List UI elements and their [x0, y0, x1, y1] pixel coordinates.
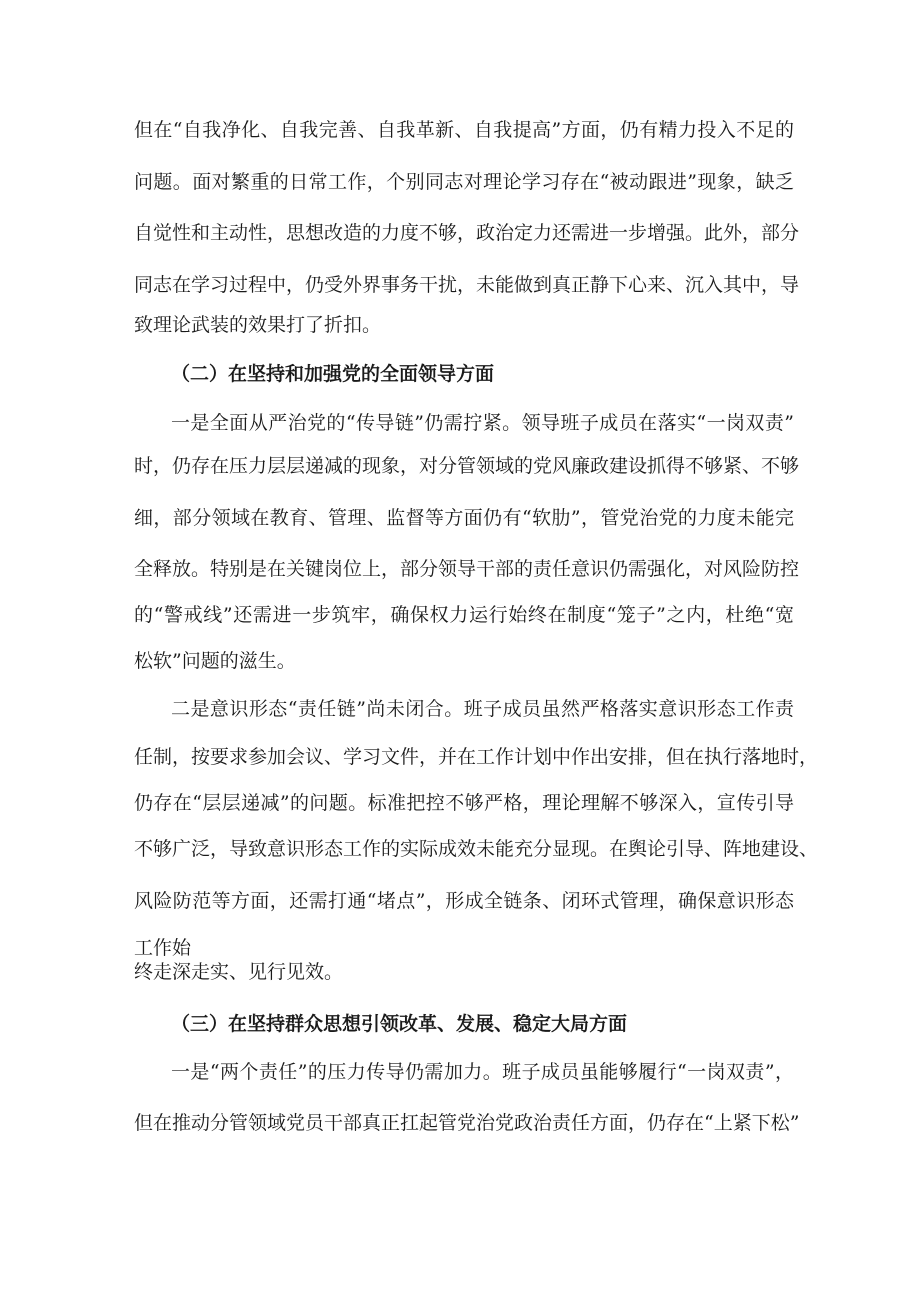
section-heading-2: （二）在坚持和加强党的全面领导方面 — [171, 363, 495, 385]
para3-line-3: 仍存在“层层递减”的问题。标准把控不够严格，理论理解不够深入，宣传引导 — [134, 792, 794, 814]
para1-line-3: 自觉性和主动性，思想改造的力度不够，政治定力还需进一步增强。此外，部分 — [134, 222, 800, 244]
para3-line-4: 不够广泛，导致意识形态工作的实际成效未能充分显现。在舆论引导、阵地建设、 — [134, 838, 819, 860]
para4-line-2: 但在推动分管领域党员干部真正扛起管党治党政治责任方面，仍存在“上紧下松” — [134, 1112, 800, 1134]
para2-line-6: 松软”问题的滋生。 — [134, 650, 296, 672]
para1-line-5: 致理论武装的效果打了折扣。 — [134, 314, 382, 336]
para1-line-4: 同志在学习过程中，仍受外界事务干扰，未能做到真正静下心来、沉入其中，导 — [134, 274, 800, 296]
para1-line-1: 但在“自我净化、自我完善、自我革新、自我提高”方面，仍有精力投入不足的 — [134, 119, 794, 141]
para3-line-1: 二是意识形态“责任链”尚未闭合。班子成员虽然严格落实意识形态工作责 — [171, 698, 794, 720]
para2-line-2: 时，仍存在压力层层递减的现象，对分管领域的党风廉政建设抓得不够紧、不够 — [134, 455, 800, 477]
section-heading-3: （三）在坚持群众思想引领改革、发展、稳定大局方面 — [171, 1013, 628, 1035]
para2-line-1: 一是全面从严治党的“传导链”仍需拧紧。领导班子成员在落实“一岗双责” — [171, 412, 794, 434]
para2-line-5: 的“警戒线”还需进一步筑牢，确保权力运行始终在制度“笼子”之内，杜绝“宽 — [134, 604, 794, 626]
para2-line-3: 细，部分领域在教育、管理、监督等方面仍有“软肋”，管党治党的力度未能完 — [134, 507, 794, 529]
para2-line-4: 全释放。特别是在关键岗位上，部分领导干部的责任意识仍需强化，对风险防控 — [134, 558, 800, 580]
para3-line-5: 风险防范等方面，还需打通“堵点”，形成全链条、闭环式管理，确保意识形态 — [134, 890, 794, 912]
para3-line-2: 任制，按要求参加会议、学习文件，并在工作计划中作出安排，但在执行落地时， — [134, 746, 819, 768]
para3-line-7: 终走深走实、见行见效。 — [134, 961, 344, 983]
para3-line-6: 工作始 — [134, 937, 192, 959]
para1-line-2: 问题。面对繁重的日常工作，个别同志对理论学习存在“被动跟进”现象，缺乏 — [134, 171, 794, 193]
para4-line-1: 一是“两个责任”的压力传导仍需加力。班子成员虽能够履行“一岗双责”， — [171, 1061, 794, 1083]
